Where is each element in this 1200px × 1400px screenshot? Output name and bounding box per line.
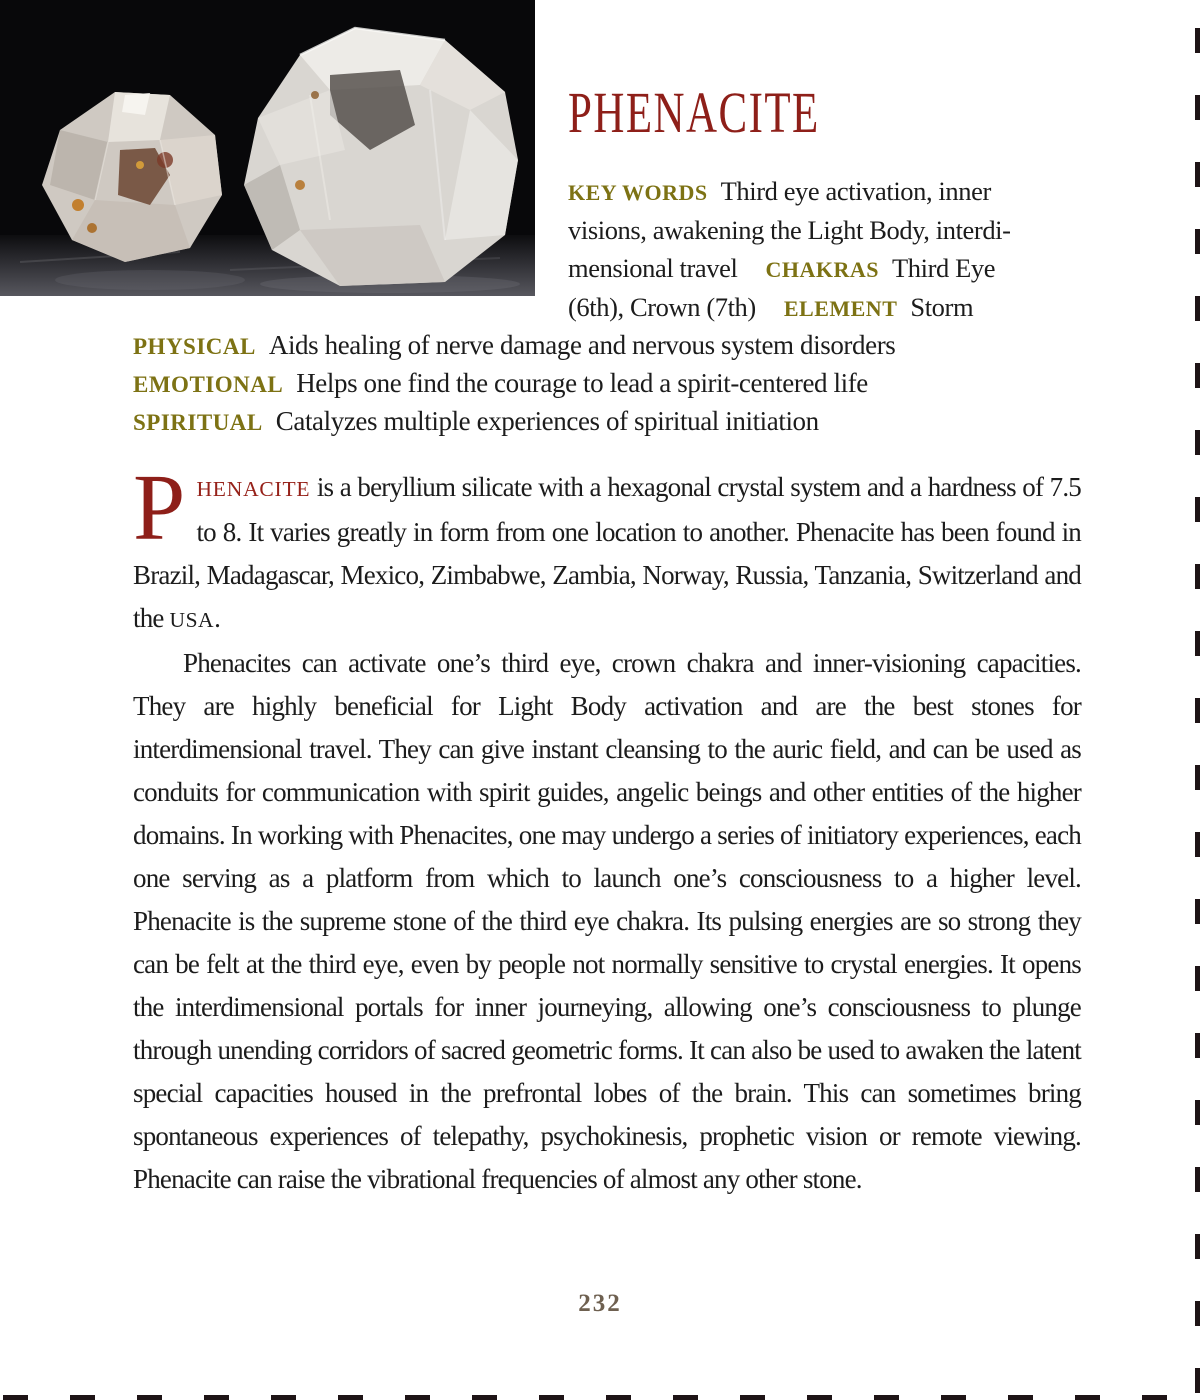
- element-text: Storm: [910, 291, 974, 322]
- spiritual-text: Catalyzes multiple experiences of spiritual initiation: [275, 406, 819, 436]
- key-words-label: KEY WORDS: [568, 180, 708, 205]
- key-words-line-4: [568, 288, 1068, 327]
- paragraph-1-text: is a beryllium silicate with a hexagonal crystal system and a hardness of 7.5 to 8. It varies greatly in form from one location to another. Phenacite has been found in Brazil, Madagascar, Mexico, Zimbabwe, Zambia, Norway, Russia, Tanzania, Switzerland and the: [133, 472, 1081, 633]
- body-text: [133, 456, 1081, 1201]
- phenacite-crystals-photo: [0, 0, 535, 296]
- attributes-section: [133, 326, 1133, 440]
- usa-small-caps: USA: [169, 608, 215, 632]
- key-words-line-1: [568, 172, 1068, 211]
- key-words-text: Third eye activation, inner: [720, 176, 991, 206]
- key-words-text: visions, awakening the Light Body, interdi-: [568, 214, 1011, 245]
- element-label: ELEMENT: [783, 295, 898, 321]
- lead-small-caps: HENACITE: [196, 477, 311, 501]
- key-words-section: [568, 172, 1068, 326]
- spiritual-label: SPIRITUAL: [133, 410, 263, 435]
- physical-line: [133, 326, 1133, 364]
- paragraph-1: [133, 456, 1081, 642]
- page-title: PHENACITE: [568, 80, 820, 145]
- drop-cap: P: [133, 456, 185, 560]
- bottom-edge-dashes: [3, 1395, 1200, 1400]
- chakras-text: (6th), Crown (7th): [568, 291, 756, 322]
- right-edge-dashes: [1195, 28, 1200, 1400]
- emotional-text: Helps one find the courage to lead a spirit-centered life: [296, 368, 868, 398]
- emotional-label: EMOTIONAL: [133, 372, 284, 397]
- emotional-line: [133, 364, 1133, 402]
- paragraph-2: Phenacites can activate one’s third eye, crown chakra and inner-visioning capacities. They are highly beneficial for Light Body activation and are the best stones for interdimensional travel. They can give instant cleansing to the auric field, and can be used as conduits for communication with spirit guides, angelic beings and other entities of the higher domains. In working with Phenacites, one may undergo a series of initiatory experiences, each one serving as a platform from which to launch one’s consciousness to a higher level. Phenacite is the supreme stone of the third eye chakra. Its pulsing energies are so strong they can be felt at the third eye, even by people not normally sensitive to crystal energies. It opens the interdimensional portals for inner journeying, allowing one’s consciousness to plunge through unending corridors of sacred geometric forms. It can also be used to awaken the latent special capacities housed in the prefrontal lobes of the brain. This can sometimes bring spontaneous experiences of telepathy, psychokinesis, prophetic vision or remote viewing. Phenacite can raise the vibrational frequencies of almost any other stone.: [133, 648, 1081, 1194]
- chakras-label: CHAKRAS: [765, 257, 879, 282]
- physical-text: Aids healing of nerve damage and nervous system disorders: [268, 330, 896, 360]
- key-words-line-3: [568, 249, 1068, 288]
- chakras-text: Third Eye: [892, 253, 996, 283]
- key-words-line-2: [568, 211, 1068, 250]
- paragraph-1-period: .: [214, 603, 221, 633]
- spiritual-line: [133, 402, 1133, 440]
- page-number: 232: [578, 1290, 622, 1317]
- physical-label: PHYSICAL: [133, 334, 256, 359]
- key-words-text: mensional travel: [568, 253, 738, 283]
